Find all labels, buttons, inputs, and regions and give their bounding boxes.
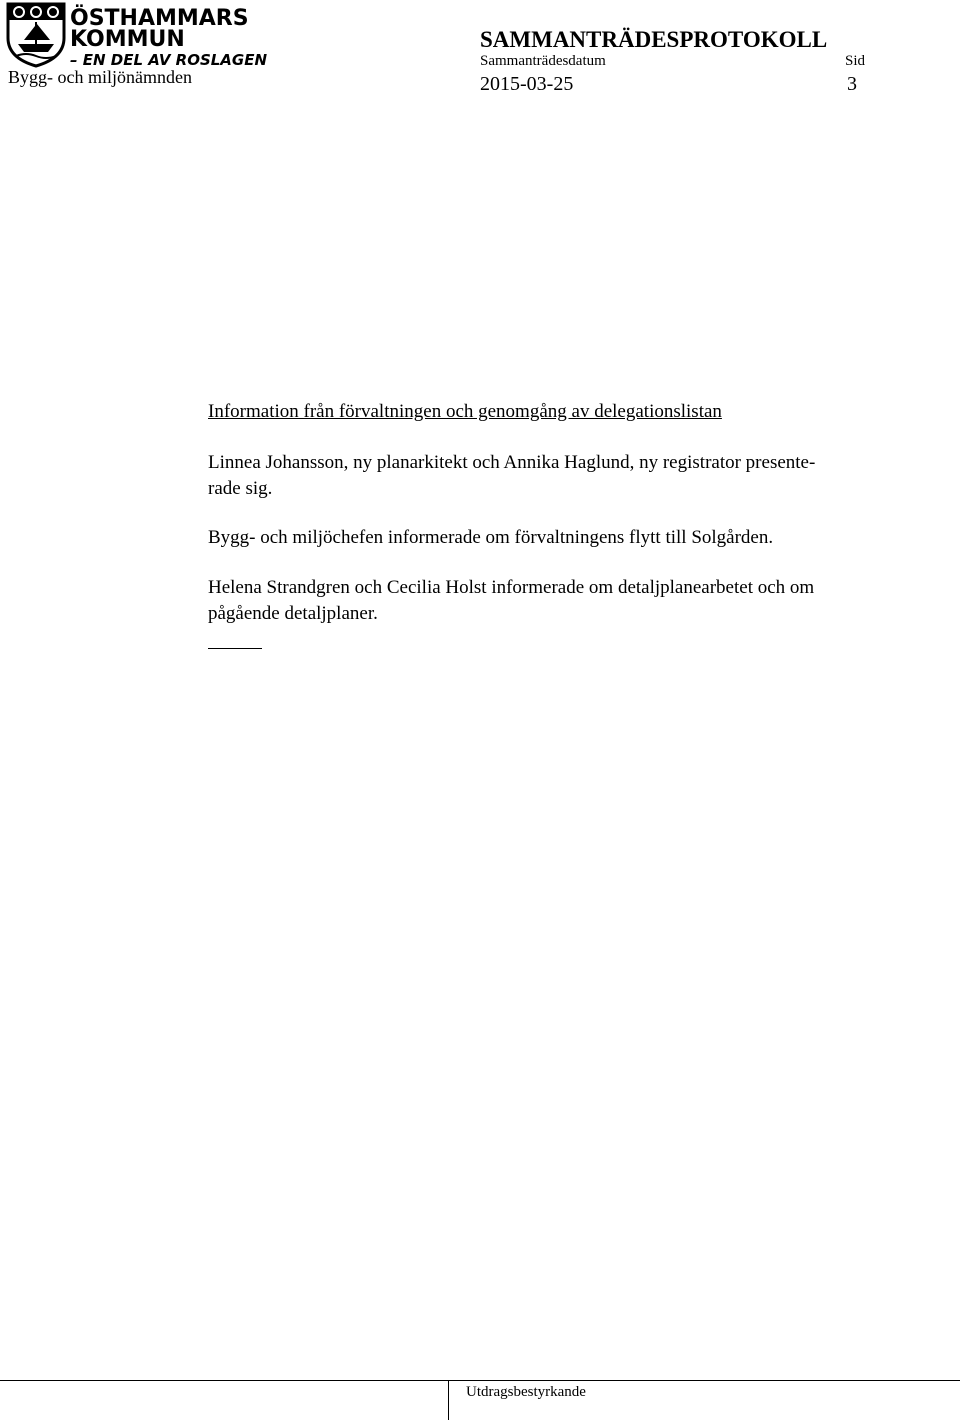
section-heading: Information från förvaltningen och genomgång av delegationslistan: [208, 401, 722, 422]
logo-name: ÖSTHAMMARS: [70, 6, 249, 31]
page-number-label: Sid: [845, 53, 866, 69]
certification-label: Utdragsbestyrkande: [466, 1384, 586, 1400]
footer-divider: [448, 1380, 449, 1420]
document-type: SAMMANTRÄDESPROTOKOLL: [480, 27, 828, 52]
meeting-date-value: 2015-03-25: [480, 73, 574, 95]
paragraph-introductions: [208, 450, 815, 502]
municipality-logo: [6, 2, 268, 69]
coat-of-arms-icon: [6, 2, 268, 69]
meeting-date-label: Sammanträdesdatum: [480, 53, 606, 69]
paragraph-line: Linnea Johansson, ny planarkitekt och Annika Haglund, ny registrator presente-: [208, 452, 816, 473]
organization-name: Bygg- och miljönämnden: [8, 67, 192, 87]
paragraph-line: Helena Strandgren och Cecilia Holst informerade om detaljplanearbetet och om: [208, 577, 815, 598]
logo-tagline: – EN DEL AV ROSLAGEN: [70, 51, 268, 69]
footer-rule: [0, 1380, 960, 1381]
paragraph-line: Bygg- och miljöchefen informerade om förvaltningens flytt till Solgården.: [208, 527, 774, 548]
logo-line2: KOMMUN: [70, 27, 185, 52]
paragraph-line: rade sig.: [208, 478, 273, 499]
section-end-rule: [208, 648, 262, 649]
page-number-value: 3: [847, 73, 857, 95]
paragraph-detail-plans: [208, 575, 814, 627]
paragraph-office-move: [208, 525, 773, 551]
paragraph-line: pågående detaljplaner.: [208, 603, 378, 624]
